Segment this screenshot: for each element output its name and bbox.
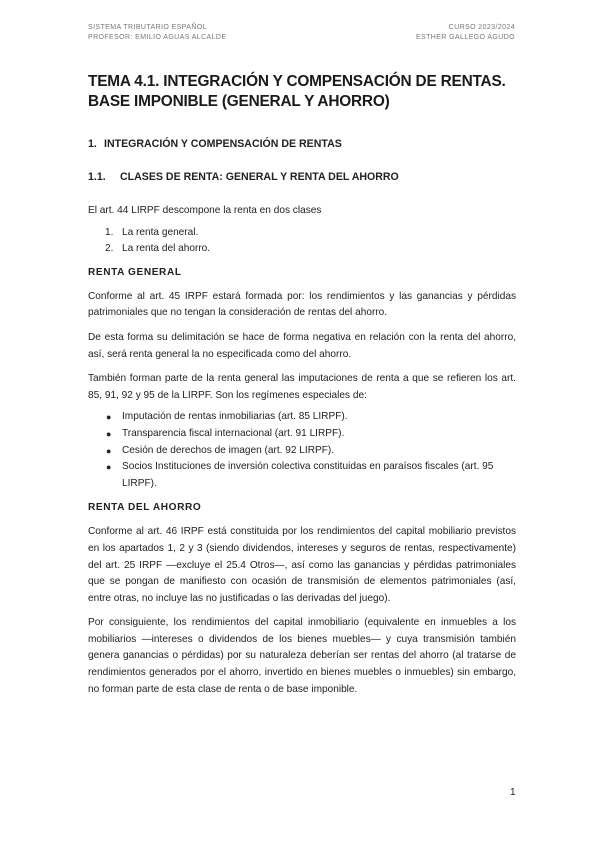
list-item xyxy=(88,426,516,443)
header-course: CURSO 2023/2024 xyxy=(448,24,515,31)
list-item xyxy=(88,443,516,460)
renta-general-p1: Conforme al art. 45 IRPF estará formada por: los rendimientos y las ganancias y pérdidas patrimoniales que no tengan la consideración de rentas del ahorro. xyxy=(88,290,516,319)
header-right xyxy=(416,23,515,43)
document-body xyxy=(88,72,516,698)
list-item-text: Cesión de derechos de imagen (art. 92 LIRPF). xyxy=(122,444,335,456)
section-heading-1 xyxy=(88,137,516,151)
header-left xyxy=(88,23,226,43)
subsection-number: 1.1. xyxy=(88,171,106,183)
classes-list xyxy=(88,225,516,258)
renta-ahorro-heading: RENTA DEL AHORRO xyxy=(88,502,202,514)
renta-ahorro-p2: Por consiguiente, los rendimientos del capital inmobiliario (equivalente en inmuebles a los mobiliarios —intereses o dividendos de los bienes muebles— y cuya transmisión también genera ganancias o pérdidas) por su naturaleza deberían ser rentas del ahorro (al tratarse de rendimientos generados por el ahorro, invertido en bienes muebles o inmuebles) sin embargo, no forman parte de esta clase de renta o de base imponible. xyxy=(88,617,516,695)
special-regimes-list xyxy=(88,409,516,492)
list-item xyxy=(88,225,516,242)
list-item-text: La renta general. xyxy=(122,226,199,238)
renta-ahorro-p1: Conforme al art. 46 IRPF está constituida por los rendimientos del capital mobiliario previstos en los apartados 1, 2 y 3 (siendo dividendos, intereses y seguros de rentas, respectivamente) del art. 25 IRPF —excluye el 25.4 Otros—, así como las ganancias y pérdidas patrimoniales que se pongan de manifiesto con ocasión de transmisión de elementos patrimoniales (así, entre otras, no incluye las no justificadas o las derivadas del juego). xyxy=(88,526,516,604)
renta-general-p3: También forman parte de la renta general las imputaciones de renta a que se refieren los art. 85, 91, 92 y 95 de la LIRPF. Son los regímenes especiales de: xyxy=(88,373,516,401)
list-item-text: Transparencia fiscal internacional (art. 91 LIRPF). xyxy=(122,427,345,439)
bullet-icon: ● xyxy=(106,445,112,456)
list-item-text: Imputación de rentas inmobiliarias (art. 85 LIRPF). xyxy=(122,411,348,423)
list-number: 2. xyxy=(105,243,114,255)
section-label: INTEGRACIÓN Y COMPENSACIÓN DE RENTAS xyxy=(104,138,342,150)
bullet-icon: ● xyxy=(106,462,112,473)
header-professor: PROFESOR: EMILIO AGUAS ALCALDE xyxy=(88,34,227,41)
subsection-label: CLASES DE RENTA: GENERAL Y RENTA DEL AHORRO xyxy=(120,171,399,183)
list-item xyxy=(88,459,516,492)
header-author: ESTHER GALLEGO AGUDO xyxy=(415,34,515,41)
subsection-heading-1-1 xyxy=(88,170,516,184)
section-number: 1. xyxy=(88,138,97,150)
page-title: TEMA 4.1. INTEGRACIÓN Y COMPENSACIÓN DE RENTAS. BASE IMPONIBLE (GENERAL Y AHORRO) xyxy=(88,73,506,110)
list-number: 1. xyxy=(105,226,114,238)
intro-paragraph: El art. 44 LIRPF descompone la renta en dos clases xyxy=(88,205,322,216)
list-item xyxy=(88,241,516,258)
bullet-icon: ● xyxy=(106,428,112,439)
renta-general-heading: RENTA GENERAL xyxy=(88,266,182,278)
list-item-text: Socios Instituciones de inversión colectiva constituidas en paraísos fiscales (art. 95 LIRPF). xyxy=(122,461,494,489)
renta-general-p2: De esta forma su delimitación se hace de forma negativa en relación con la renta del ahorro, así, será renta general la no especificada como del ahorro. xyxy=(88,331,516,360)
page-number: 1 xyxy=(510,787,516,798)
list-item-text: La renta del ahorro. xyxy=(122,243,211,255)
bullet-icon: ● xyxy=(106,412,112,423)
header-subject: SISTEMA TRIBUTARIO ESPAÑOL xyxy=(88,24,207,31)
list-item xyxy=(88,409,516,426)
